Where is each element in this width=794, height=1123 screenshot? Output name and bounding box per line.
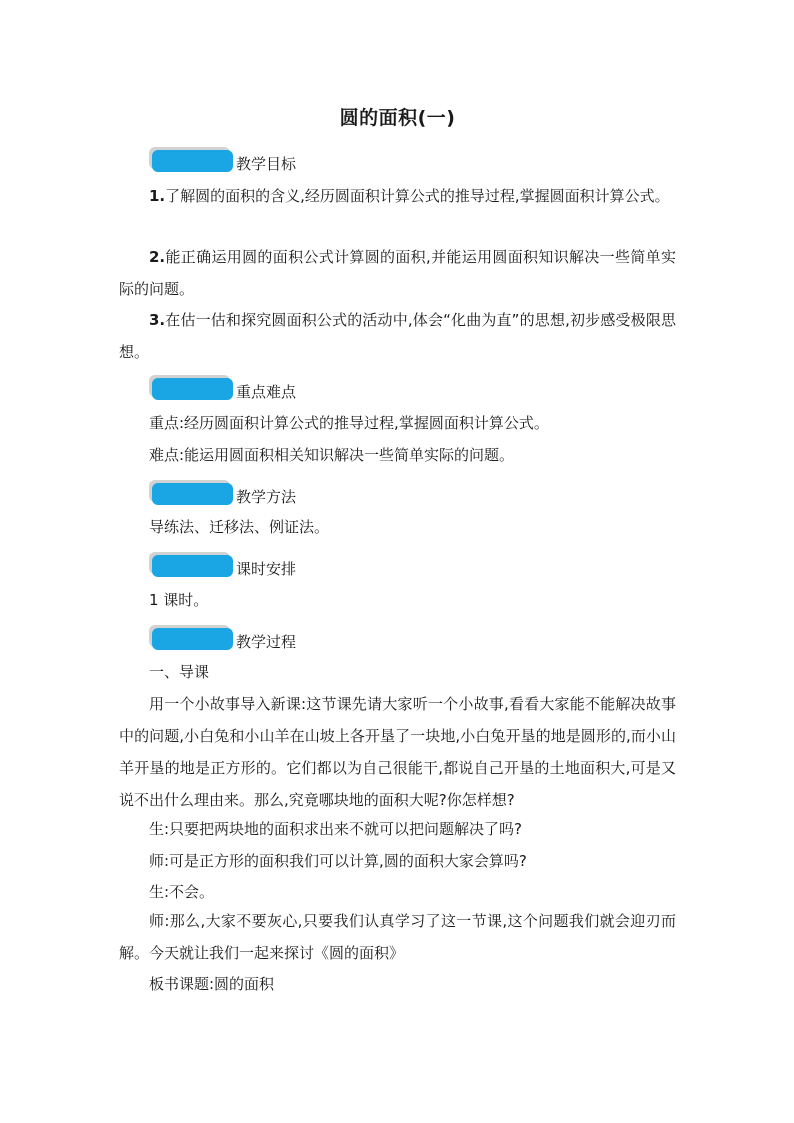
section-tag xyxy=(152,483,233,505)
methods-text: 导练法、迁移法、例证法。 xyxy=(149,518,330,536)
process-step-heading: 一、导课 xyxy=(149,663,210,681)
section-label-goals: 教学目标 xyxy=(236,155,297,173)
dialogue-student-1: 生:只要把两块地的面积求出来不就可以把问题解决了吗? xyxy=(149,820,523,838)
goal-item-2: 2.能正确运用圆的面积公式计算圆的面积,并能运用圆面积知识解决一些简单实际的问题。 xyxy=(119,248,676,298)
section-label-methods: 教学方法 xyxy=(236,488,297,506)
dialogue-teacher-1: 师:可是正方形的面积我们可以计算,圆的面积大家会算吗? xyxy=(149,852,527,870)
section-label-process: 教学过程 xyxy=(236,633,297,651)
section-header-schedule xyxy=(152,551,296,577)
section-tag xyxy=(152,378,233,400)
section-header-goals xyxy=(152,146,296,172)
section-label-keypoints: 重点难点 xyxy=(236,383,297,401)
page-title: 圆的面积(一) xyxy=(339,107,456,129)
goal-item-1: 1.了解圆的面积的含义,经历圆面积计算公式的推导过程,掌握圆面积计算公式。 xyxy=(149,187,670,205)
difficult-point: 难点:能运用圆面积相关知识解决一些简单实际的问题。 xyxy=(149,446,515,464)
section-tag xyxy=(152,150,233,172)
section-header-methods xyxy=(152,479,296,505)
section-label-schedule: 课时安排 xyxy=(236,560,297,578)
goal-item-3: 3.在估一估和探究圆面积公式的活动中,体会“化曲为直”的思想,初步感受极限思想。 xyxy=(119,311,676,361)
section-header-process xyxy=(152,624,296,650)
dialogue-teacher-2: 师:那么,大家不要灰心,只要我们认真学习了这一节课,这个问题我们就会迎刃而解。今天就让我们一起来探讨《圆的面积》 xyxy=(119,912,676,962)
key-point: 重点:经历圆面积计算公式的推导过程,掌握圆面积计算公式。 xyxy=(149,414,549,432)
schedule-text: 1 课时。 xyxy=(149,591,209,609)
dialogue-student-2: 生:不会。 xyxy=(149,883,215,901)
board-title-line: 板书课题:圆的面积 xyxy=(149,975,275,993)
section-tag xyxy=(152,555,233,577)
section-header-keypoints xyxy=(152,374,296,400)
story-intro-paragraph: 用一个小故事导入新课:这节课先请大家听一个小故事,看看大家能不能解决故事中的问题,小白兔和小山羊在山坡上各开垦了一块地,小白兔开垦的地是圆形的,而小山羊开垦的地是正方形的。它们都以为自己很能干,都说自己开垦的土地面积大,可是又说不出什么理由来。那么,究竟哪块地的面积大呢?你怎样想? xyxy=(119,695,676,809)
section-tag xyxy=(152,628,233,650)
